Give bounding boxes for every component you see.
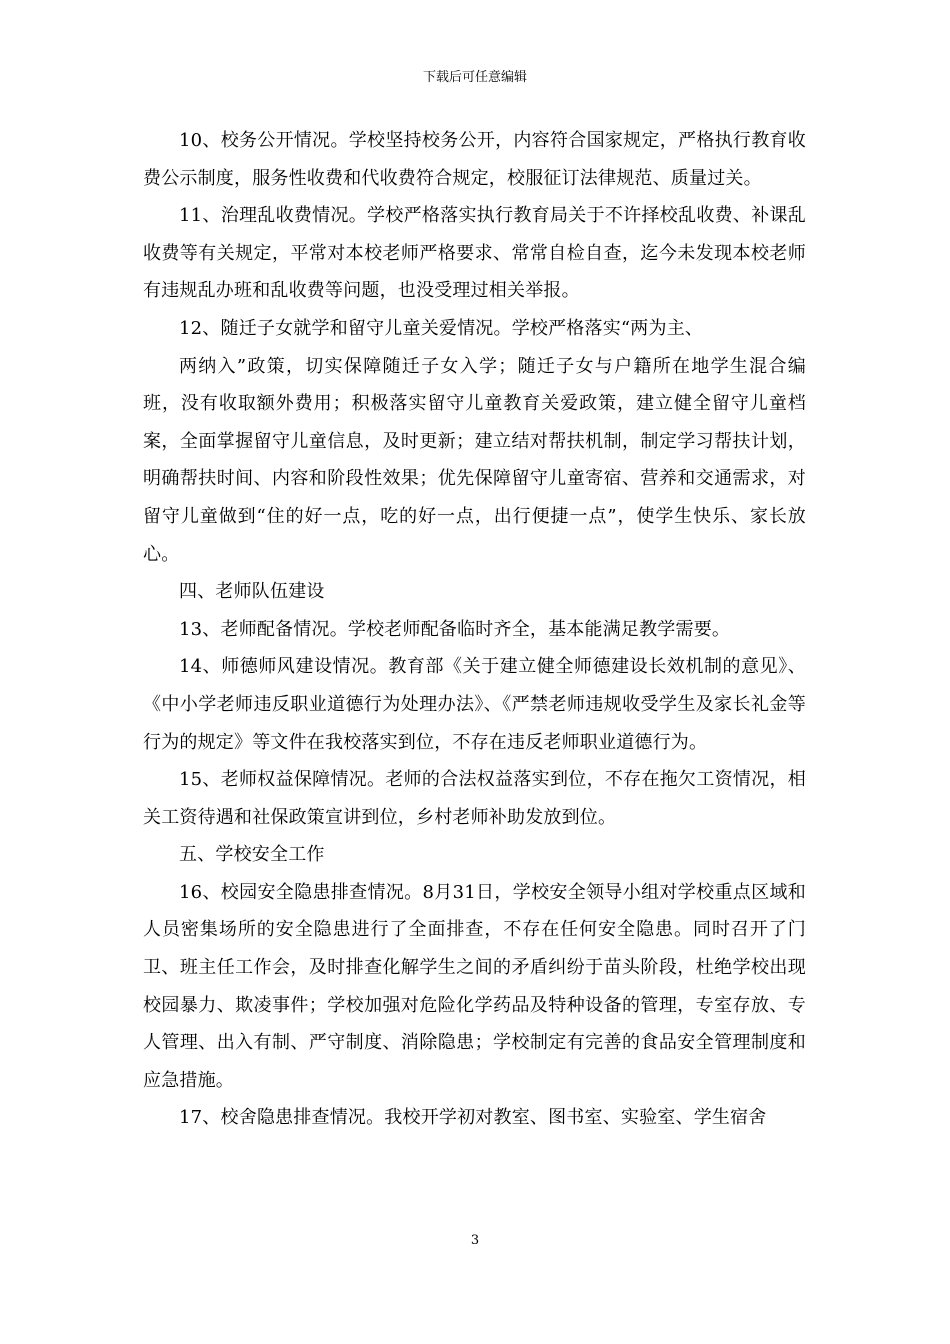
paragraph-11: 11、治理乱收费情况。学校严格落实执行教育局关于不许择校乱收费、补课乱收费等有关规定，平常对本校老师严格要求、常常自检自查，迄今未发现本校老师有违规乱办班和乱收费等问题，也没受理过相关举报。	[143, 205, 806, 302]
paragraph-16: 16、校园安全隐患排查情况。8月31日，学校安全领导小组对学校重点区域和人员密集场所的安全隐患进行了全面排查，不存在任何安全隐患。同时召开了门卫、班主任工作会，及时排查化解学生之间的矛盾纠纷于苗头阶段，杜绝学校出现校园暴力、欺凌事件；学校加强对危险化学药品及特种设备的管理，专室存放、专人管理、出入有制、严守制度、消除隐患；学校制定有完善的食品安全管理制度和应急措施。	[143, 881, 806, 1091]
section-heading-safety: 五、学校安全工作	[179, 844, 325, 866]
page-number: 3	[470, 1233, 480, 1248]
document-body	[143, 122, 806, 1137]
paragraph-13: 13、老师配备情况。学校老师配备临时齐全，基本能满足教学需要。	[179, 618, 731, 640]
paragraph-15: 15、老师权益保障情况。老师的合法权益落实到位，不存在拖欠工资情况，相关工资待遇和社保政策宣讲到位，乡村老师补助发放到位。	[143, 769, 806, 828]
page-header: 下载后可任意编辑	[422, 70, 527, 85]
paragraph-10: 10、校务公开情况。学校坚持校务公开，内容符合国家规定，严格执行教育收费公示制度，服务性收费和代收费符合规定，校服征订法律规范、质量过关。	[143, 130, 806, 189]
paragraph-17: 17、校舍隐患排查情况。我校开学初对教室、图书室、实验室、学生宿舍	[179, 1107, 767, 1129]
paragraph-12-body: 两纳入”政策，切实保障随迁子女入学；随迁子女与户籍所在地学生混合编班，没有收取额外费用；积极落实留守儿童教育关爱政策，建立健全留守儿童档案，全面掌握留守儿童信息，及时更新；建立结对帮扶机制，制定学习帮扶计划，明确帮扶时间、内容和阶段性效果；优先保障留守儿童寄宿、营养和交通需求，对留守儿童做到“住的好一点，吃的好一点，出行便捷一点”，使学生快乐、家长放心。	[143, 355, 806, 565]
paragraph-14: 14、师德师风建设情况。教育部《关于建立健全师德建设长效机制的意见》、《中小学老师违反职业道德行为处理办法》、《严禁老师违规收受学生及家长礼金等行为的规定》等文件在我校落实到位，不存在违反老师职业道德行为。	[143, 656, 806, 753]
paragraph-12-lead: 12、随迁子女就学和留守儿童关爱情况。学校严格落实“两为主、	[179, 317, 704, 339]
section-heading-teachers: 四、老师队伍建设	[179, 581, 325, 603]
